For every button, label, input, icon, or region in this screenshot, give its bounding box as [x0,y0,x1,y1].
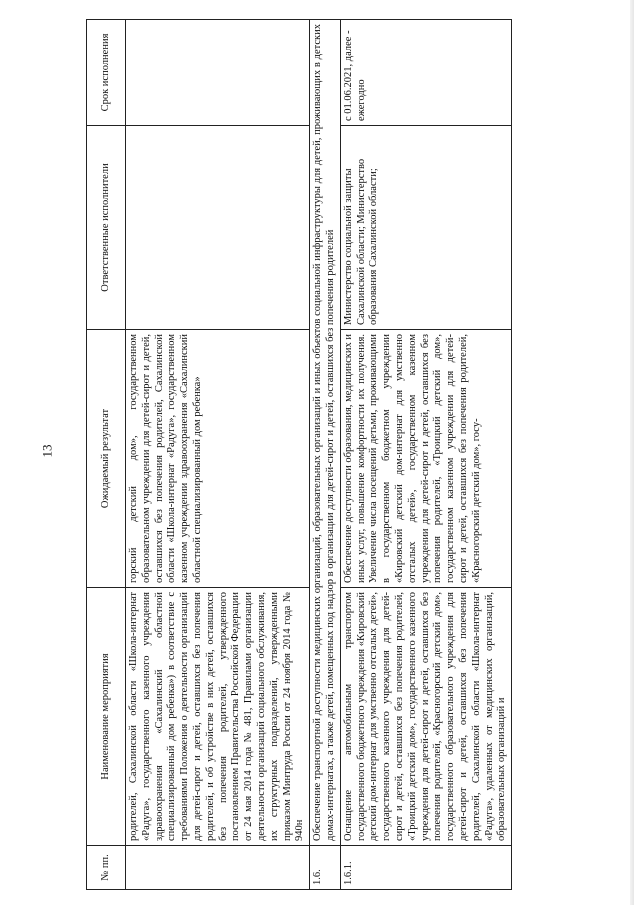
cell-term [126,20,310,126]
header-responsible: Ответственные исполнители [87,126,126,330]
cell-responsible: Министерство социальной защиты Сахалинской области; Министерство образования Сахалинской области; [340,126,511,330]
header-name: Наименование мероприятия [87,588,126,846]
header-result: Ожидаемый результат [87,330,126,588]
section-text: Обеспечение транспортной доступности медицинских организаций, образовательных организаций и иных объектов социальной инфраструктуры для детей, проживающих в детских домах-интернатах, а также детей, помещенных под надзор в организации для детей-сирот и детей, оставшихся без попечения родителей [310,20,341,846]
cell-result: Обеспечение доступности образования, медицинских и иных услуг, повышение комфортности их получения. Увеличение числа посещений детьми, проживающими в государственном бюджетном учреждении «Кировский детский дом-интернат для умственно отсталых детей», государственном казенном учреждении для детей-сирот и детей, оставшихся без попечения родителей, «Троицкий детский дом», государственном казенном учреждении для детей-сирот и детей, оставшихся без попечения родителей, «Красногорский детский дом», госу- [340,330,511,588]
header-num: № пп. [87,846,126,890]
section-num: 1.6. [310,846,341,890]
cell-num: 1.6.1. [340,846,511,890]
measures-table [86,19,512,890]
cell-name: родителей, Сахалинской области «Школа-интернат «Радуга», государственного казенного учреждения здравоохранения «Сахалинский областной специализированный дом ребенка») в соответствие с требованиями Положения о деятельности организаций для детей-сирот и детей, оставшихся без попечения родителей, и об устройстве в них детей, оставшихся без попечения родителей, утвержденного постановлением Правительства Российской Федерации от 24 мая 2014 года № 481, Правилами организации деятельности организаций социального обслуживания, их структурных подразделений, утвержденными приказом Минтруда России от 24 ноября 2014 года № 940н [126,588,310,846]
cell-num [126,846,310,890]
header-term: Срок исполнения [87,20,126,126]
scan-edge [630,0,634,905]
cell-responsible [126,126,310,330]
section-row-1-6 [310,20,341,890]
page-number: 13 [39,444,55,458]
table-row-continued [126,20,310,890]
cell-term: с 01.06.2021, далее - ежегодно [340,20,511,126]
rotated-table-area [86,20,618,890]
table-wrapper [86,20,618,890]
table-header-row [87,20,126,890]
table-row-1-6-1 [340,20,511,890]
cell-result: горский детский дом», государственном образовательном учреждении для детей-сирот и детей, оставшихся без попечения родителей, Сахалинской области «Школа-интернат «Радуга», государственном казенном учреждении здравоохранения «Сахалинский областной специализированный дом ребенка» [126,330,310,588]
cell-name: Оснащение автомобильным транспортом государственного бюджетного учреждения «Кировский детский дом-интернат для умственно отсталых детей», государственного казенного учреждения для детей-сирот и детей, оставшихся без попечения родителей, «Троицкий детский дом», государственного казенного учреждения для детей-сирот и детей, оставшихся без попечения родителей, «Красногорский детский дом», государственного образовательного учреждения для детей-сирот и детей, оставшихся без попечения родителей, Сахалинской области «Школа-интернат «Радуга», удаленных от медицинских организаций, образовательных организаций и [340,588,511,846]
